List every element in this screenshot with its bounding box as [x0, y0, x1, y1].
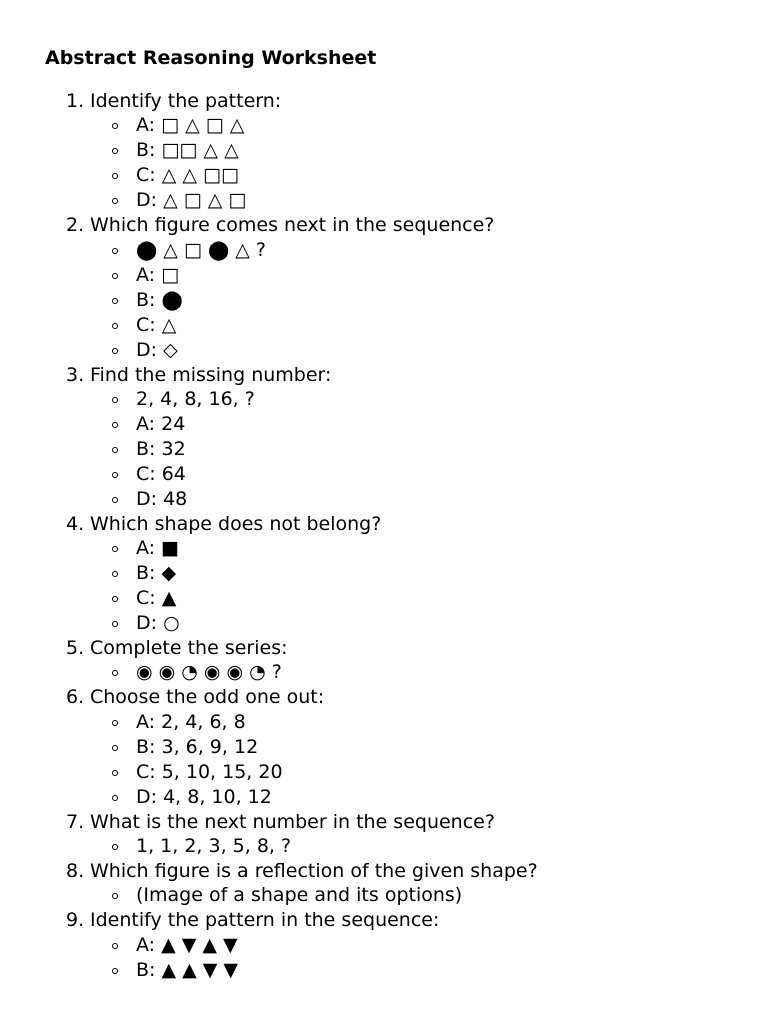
- question-number: 4.: [66, 512, 85, 535]
- question-number: 7.: [66, 810, 85, 833]
- option-list: [0, 387, 768, 512]
- circle-bullet-icon: [112, 397, 118, 403]
- circle-bullet-icon: [112, 273, 118, 279]
- option-item: [0, 487, 768, 512]
- question-text: Choose the odd one out:: [90, 686, 325, 709]
- option-item: [0, 958, 768, 983]
- option-item: [0, 263, 768, 288]
- option-item: [0, 586, 768, 611]
- question-item: [0, 89, 768, 213]
- question-text: Identify the pattern:: [90, 90, 282, 112]
- option-item: [0, 933, 768, 958]
- circle-bullet-icon: [112, 968, 118, 974]
- circle-bullet-icon: [112, 198, 118, 204]
- option-text: C: 64: [136, 462, 186, 485]
- circle-bullet-icon: [112, 173, 118, 179]
- option-item: [0, 710, 768, 735]
- option-text: C: △ △ □□: [136, 164, 239, 187]
- option-text: 1, 1, 2, 3, 5, 8, ?: [136, 835, 292, 858]
- option-text: B: 3, 6, 9, 12: [136, 735, 259, 758]
- question-item: [0, 363, 768, 512]
- option-text: B: ▲ ▲ ▼ ▼: [136, 958, 239, 981]
- option-text: A: 24: [136, 412, 186, 435]
- option-item: [0, 163, 768, 188]
- option-text: D: 4, 8, 10, 12: [136, 785, 272, 808]
- option-text: D: 48: [136, 487, 188, 510]
- option-text: (Image of a shape and its options): [136, 884, 463, 907]
- option-text: A: □: [136, 263, 180, 286]
- option-item: [0, 760, 768, 785]
- question-item: [0, 810, 768, 859]
- question-item: [0, 685, 768, 809]
- circle-bullet-icon: [112, 893, 118, 899]
- option-text: D: △ □ △ □: [136, 189, 247, 212]
- circle-bullet-icon: [112, 348, 118, 354]
- question-number: 8.: [66, 860, 85, 883]
- option-text: D: ○: [136, 612, 180, 635]
- option-text: ⬤ △ □ ⬤ △ ?: [136, 238, 266, 261]
- question-number: 2.: [66, 214, 85, 237]
- question-number: 1.: [66, 90, 85, 112]
- circle-bullet-icon: [112, 472, 118, 478]
- circle-bullet-icon: [112, 596, 118, 602]
- circle-bullet-icon: [112, 770, 118, 776]
- question-text: Which shape does not belong?: [90, 512, 382, 535]
- option-item: [0, 412, 768, 437]
- option-text: B: ◆: [136, 562, 177, 585]
- circle-bullet-icon: [112, 546, 118, 552]
- question-item: [0, 859, 768, 908]
- option-item: [0, 387, 768, 412]
- circle-bullet-icon: [112, 621, 118, 627]
- circle-bullet-icon: [112, 943, 118, 949]
- circle-bullet-icon: [112, 795, 118, 801]
- question-number: 6.: [66, 686, 85, 709]
- question-number: 3.: [66, 363, 85, 386]
- option-item: [0, 288, 768, 313]
- option-text: B: □□ △ △: [136, 139, 239, 162]
- question-text: What is the next number in the sequence?: [90, 810, 495, 833]
- option-item: [0, 611, 768, 636]
- circle-bullet-icon: [112, 298, 118, 304]
- option-text: C: △: [136, 313, 177, 336]
- option-item: [0, 188, 768, 213]
- circle-bullet-icon: [112, 745, 118, 751]
- option-item: [0, 238, 768, 263]
- circle-bullet-icon: [112, 720, 118, 726]
- question-text: Which figure is a reflection of the given shape?: [90, 860, 538, 883]
- option-item: [0, 138, 768, 163]
- question-item: [0, 213, 768, 362]
- page-title: Abstract Reasoning Worksheet: [45, 47, 377, 69]
- question-item: [0, 908, 768, 982]
- circle-bullet-icon: [112, 844, 118, 850]
- option-item: [0, 834, 768, 859]
- option-item: [0, 462, 768, 487]
- option-item: [0, 785, 768, 810]
- option-text: B: 32: [136, 437, 186, 460]
- circle-bullet-icon: [112, 447, 118, 453]
- option-text: B: ⬤: [136, 288, 183, 311]
- option-text: ◉ ◉ ◔ ◉ ◉ ◔ ?: [136, 661, 282, 684]
- option-text: D: ◇: [136, 338, 178, 361]
- option-item: [0, 561, 768, 586]
- option-item: [0, 313, 768, 338]
- question-number: 9.: [66, 909, 85, 932]
- question-number: 5.: [66, 637, 85, 660]
- option-text: A: ■: [136, 537, 180, 560]
- question-list: [0, 89, 768, 983]
- option-list: [0, 536, 768, 636]
- question-text: Which figure comes next in the sequence?: [90, 214, 495, 237]
- circle-bullet-icon: [112, 123, 118, 129]
- circle-bullet-icon: [112, 248, 118, 254]
- option-text: A: ▲ ▼ ▲ ▼: [136, 933, 238, 956]
- option-item: [0, 735, 768, 760]
- option-list: [0, 660, 768, 685]
- option-text: A: 2, 4, 6, 8: [136, 710, 246, 733]
- option-text: C: ▲: [136, 587, 177, 610]
- option-list: [0, 883, 768, 908]
- option-item: [0, 536, 768, 561]
- question-text: Identify the pattern in the sequence:: [90, 909, 440, 932]
- question-item: [0, 512, 768, 636]
- option-list: [0, 834, 768, 859]
- option-list: [0, 238, 768, 363]
- option-item: [0, 883, 768, 908]
- question-item: [0, 636, 768, 685]
- option-list: [0, 933, 768, 983]
- question-text: Complete the series:: [90, 637, 288, 660]
- circle-bullet-icon: [112, 148, 118, 154]
- option-list: [0, 710, 768, 810]
- option-list: [0, 113, 768, 213]
- circle-bullet-icon: [112, 422, 118, 428]
- circle-bullet-icon: [112, 571, 118, 577]
- option-item: [0, 113, 768, 138]
- option-text: A: □ △ □ △: [136, 114, 245, 137]
- question-text: Find the missing number:: [90, 363, 332, 386]
- option-item: [0, 660, 768, 685]
- option-text: 2, 4, 8, 16, ?: [136, 387, 255, 410]
- circle-bullet-icon: [112, 323, 118, 329]
- option-item: [0, 437, 768, 462]
- option-text: C: 5, 10, 15, 20: [136, 760, 283, 783]
- circle-bullet-icon: [112, 670, 118, 676]
- option-item: [0, 338, 768, 363]
- circle-bullet-icon: [112, 497, 118, 503]
